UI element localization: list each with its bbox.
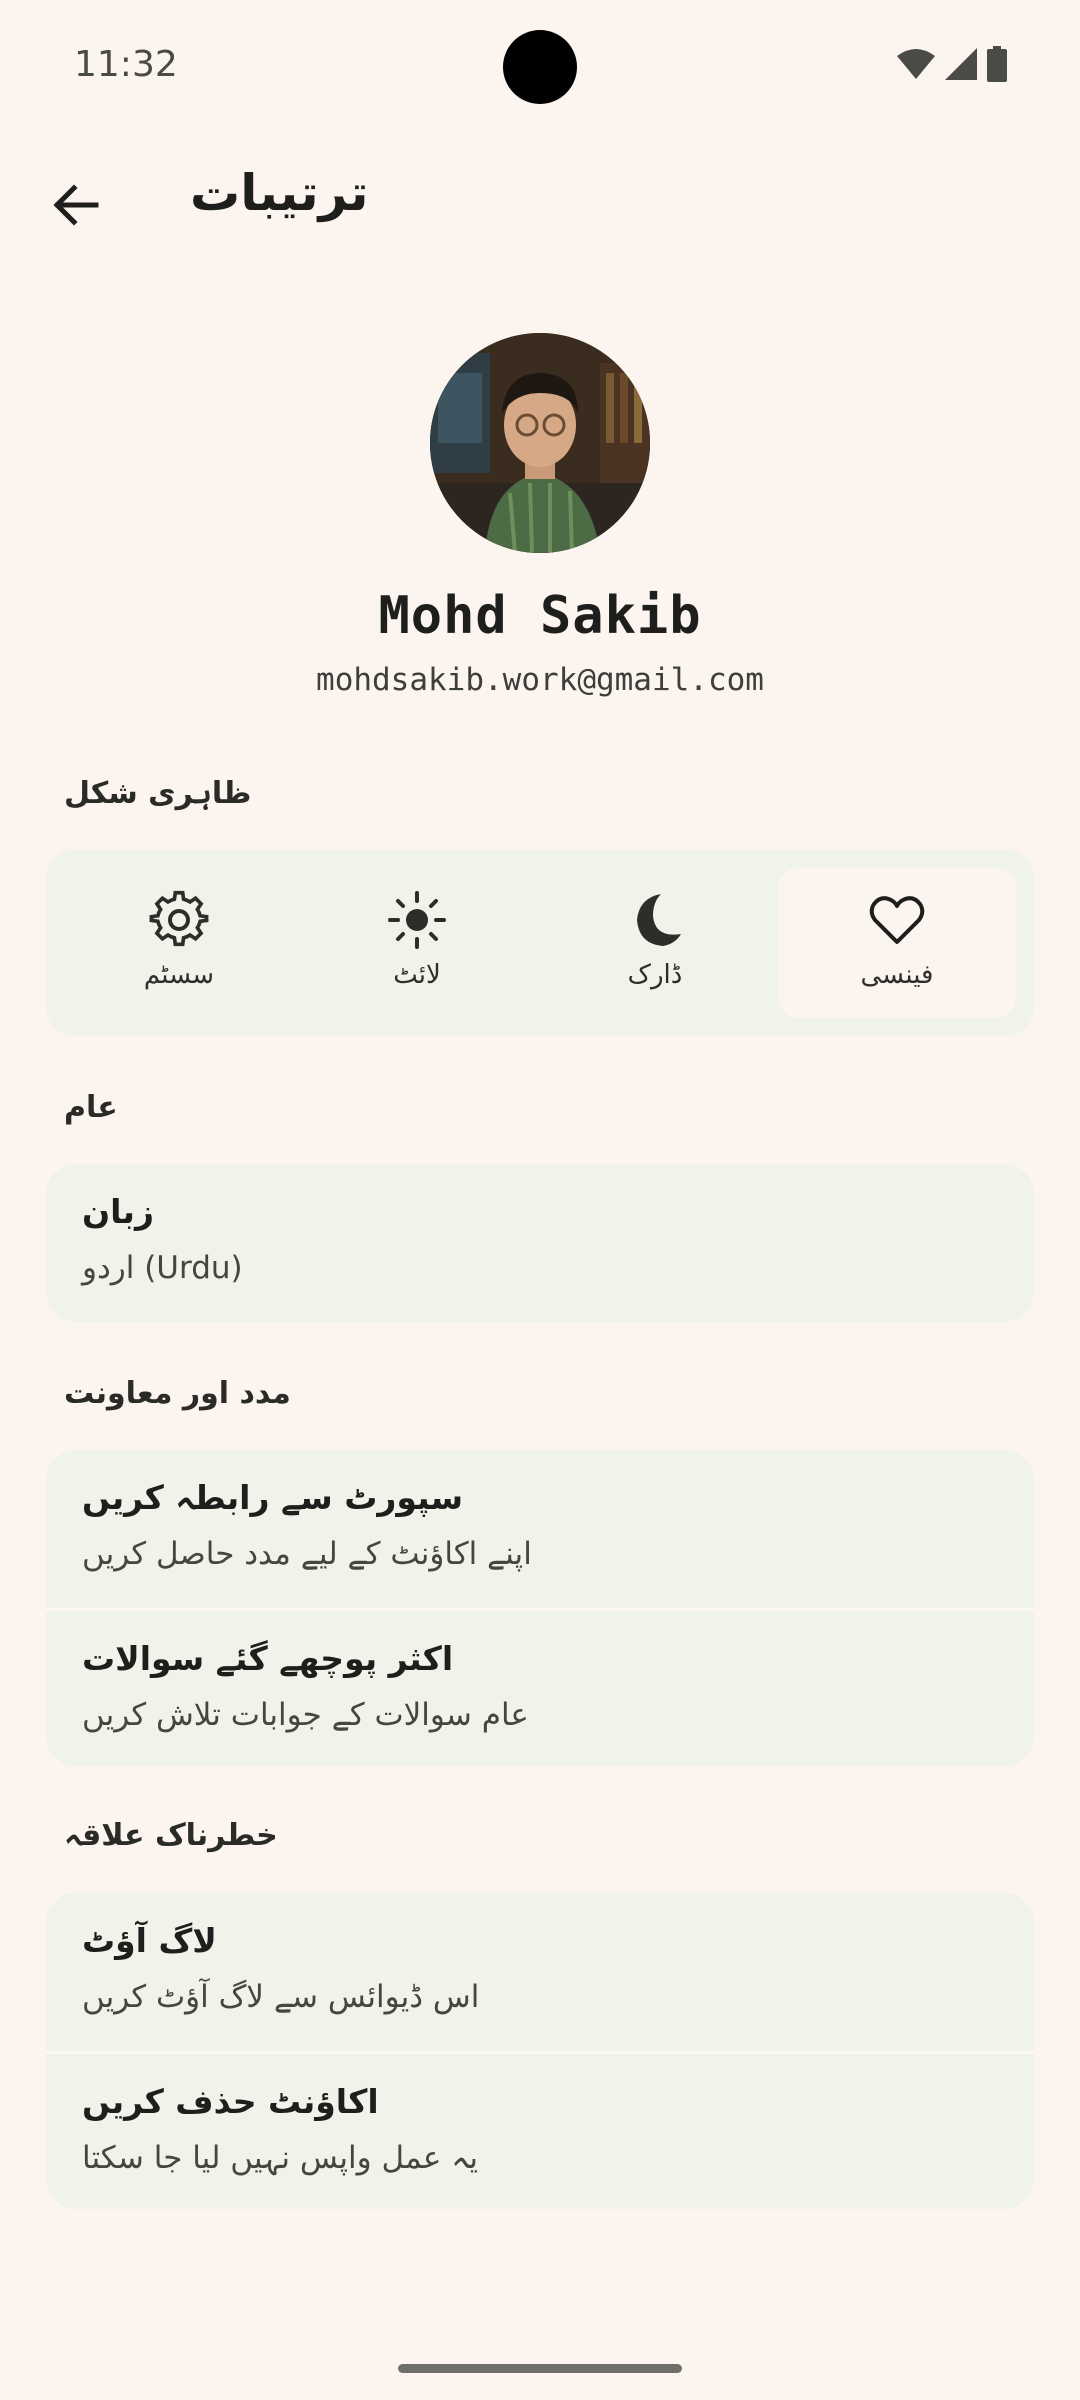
theme-label-fancy: فینسی	[860, 960, 934, 990]
theme-label-light: لائٹ	[393, 960, 441, 990]
logout-subtitle: اس ڈیوائس سے لاگ آؤٹ کریں	[82, 1979, 480, 2015]
theme-option-dark[interactable]	[536, 868, 774, 1018]
theme-label-system: سسٹم	[143, 960, 215, 990]
section-title-help: مدد اور معاونت	[64, 1376, 291, 1411]
avatar-image	[430, 333, 650, 553]
profile-email: mohdsakib.work@gmail.com	[316, 662, 764, 698]
faq-item[interactable]	[46, 1608, 1034, 1766]
contact-support-item[interactable]	[46, 1450, 1034, 1608]
language-item[interactable]	[46, 1164, 1034, 1322]
delete-account-title: اکاؤنٹ حذف کریں	[82, 2082, 379, 2121]
wifi-icon	[896, 48, 936, 80]
theme-selector	[46, 850, 1034, 1036]
logout-title: لاگ آؤٹ	[82, 1921, 217, 1960]
logout-item[interactable]	[46, 1893, 1034, 2051]
language-title: زبان	[82, 1192, 154, 1231]
home-indicator[interactable]	[398, 2364, 682, 2373]
status-icons	[896, 46, 1008, 82]
general-card	[46, 1164, 1034, 1322]
contact-support-subtitle: اپنے اکاؤنٹ کے لیے مدد حاصل کریں	[82, 1536, 532, 1572]
heart-icon	[867, 890, 927, 950]
faq-subtitle: عام سوالات کے جوابات تلاش کریں	[82, 1697, 529, 1733]
gear-icon	[149, 890, 209, 950]
theme-option-system[interactable]	[60, 868, 298, 1018]
faq-title: اکثر پوچھے گئے سوالات	[82, 1639, 454, 1678]
language-value: اردو (Urdu)	[82, 1250, 243, 1286]
camera-cutout	[503, 30, 577, 104]
theme-option-fancy[interactable]	[778, 868, 1016, 1018]
moon-icon	[625, 890, 685, 950]
profile-name: Mohd Sakib	[378, 586, 702, 646]
theme-label-dark: ڈارک	[627, 960, 683, 990]
battery-icon	[986, 46, 1008, 82]
section-title-appearance: ظاہری شکل	[64, 776, 252, 811]
status-time: 11:32	[74, 44, 178, 85]
section-title-danger: خطرناک علاقہ	[64, 1818, 278, 1853]
status-bar	[0, 0, 1080, 130]
theme-option-light[interactable]	[298, 868, 536, 1018]
avatar	[430, 333, 650, 553]
back-button[interactable]	[40, 170, 110, 240]
help-card	[46, 1450, 1034, 1766]
danger-card	[46, 1893, 1034, 2209]
delete-account-subtitle: یہ عمل واپس نہیں لیا جا سکتا	[82, 2140, 479, 2176]
contact-support-title: سپورٹ سے رابطہ کریں	[82, 1478, 464, 1517]
section-title-general: عام	[64, 1090, 118, 1125]
arrow-back-icon	[50, 180, 100, 230]
page-title: ترتیبات	[190, 164, 369, 222]
delete-account-item[interactable]	[46, 2051, 1034, 2209]
signal-icon	[944, 47, 978, 81]
sun-icon	[387, 890, 447, 950]
top-app-bar	[0, 150, 1080, 260]
